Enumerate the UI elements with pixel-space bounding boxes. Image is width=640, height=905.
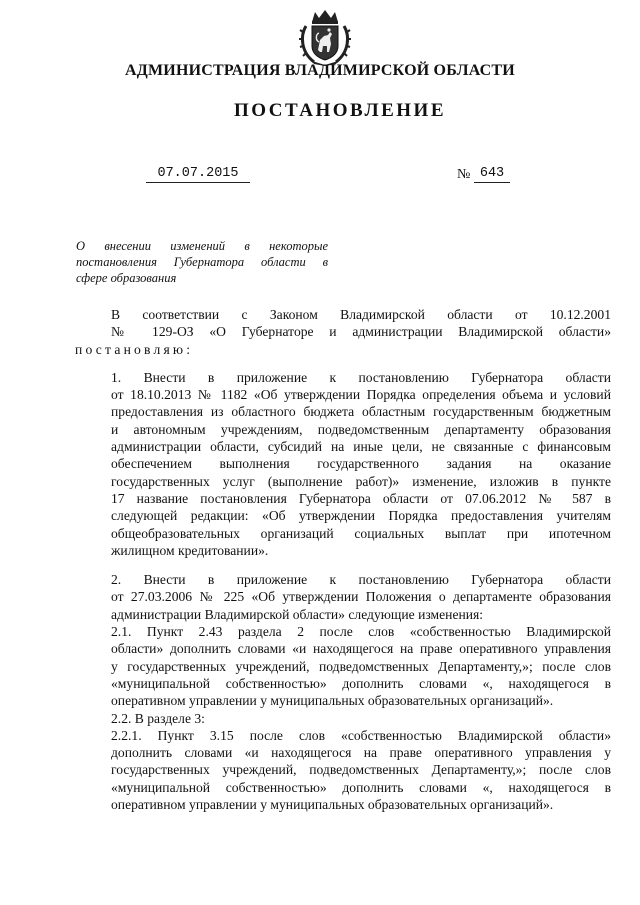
text-line: области» дополнить словами «и находящегося на праве оперативного управления xyxy=(111,641,611,657)
text-line: 2. Внести в приложение к постановлению Губернатора области xyxy=(111,572,611,588)
text-line: общеобразовательных организаций социальных выплат при ипотечном xyxy=(111,525,611,541)
text-line: государственных услуг (выполнение работ)» изменение, изложив в пункте xyxy=(111,473,611,489)
coat-of-arms-icon xyxy=(298,8,352,66)
text-line: 2.2.1. Пункт 3.15 после слов «собственностью Владимирской области» xyxy=(111,727,611,743)
organization-title: АДМИНИСТРАЦИЯ ВЛАДИМИРСКОЙ ОБЛАСТИ xyxy=(125,62,515,79)
text-line: В соответствии с Законом Владимирской области от 10.12.2001 xyxy=(111,307,611,322)
resolution-word: постановляю: xyxy=(75,341,194,357)
text-line: дополнить словами «и находящегося на праве оперативного управления у xyxy=(111,745,611,761)
text-line: у государственных учреждений, подведомственных Департаменту,»; после слов xyxy=(111,658,611,674)
document-date: 07.07.2015 xyxy=(146,166,250,183)
text-line: оперативном управлении у муниципальных образовательных организаций». xyxy=(111,693,554,709)
text-line: государственных учреждений, подведомственных Департаменту,»; после слов xyxy=(111,762,611,778)
document-body xyxy=(75,306,611,813)
text-line: от 27.03.2006 № 225 «Об утверждении Положения о департаменте образования xyxy=(111,589,611,605)
text-line: 2.1. Пункт 2.43 раздела 2 после слов «собственностью Владимирской xyxy=(111,624,611,640)
text-line: и автономным учреждениям, подведомственным департаменту образования xyxy=(111,421,611,437)
paragraph-2-1 xyxy=(75,623,611,709)
text-line: «муниципальной собственностью» дополнить словами «, находящегося в xyxy=(111,779,611,795)
text-line: 1. Внести в приложение к постановлению Губернатора области xyxy=(111,369,611,385)
text-line: администрации Владимирской области» следующие изменения: xyxy=(111,606,484,622)
document-type-title: ПОСТАНОВЛЕНИЕ xyxy=(233,100,447,121)
text-line: администрации области, субсидий на иные цели, не связанные с финансовым xyxy=(111,439,611,455)
text-line: обеспечением выполнения государственного задания на оказание xyxy=(111,456,611,472)
document-number-label: № xyxy=(457,167,471,182)
paragraph-2-2-1 xyxy=(75,727,611,813)
text-line: оперативном управлении у муниципальных образовательных организаций». xyxy=(111,797,554,813)
text-line: № 129-ОЗ «О Губернаторе и администрации Владимирской области» xyxy=(111,324,611,340)
paragraph-2 xyxy=(75,571,611,623)
text-line: от 18.10.2013 № 1182 «Об утверждении Порядка определения объема и условий xyxy=(111,387,611,403)
paragraph-1 xyxy=(75,369,611,559)
text-line: «муниципальной собственностью» дополнить словами «, находящегося в xyxy=(111,675,611,691)
intro-paragraph xyxy=(75,306,611,358)
subject-line: О внесении изменений в некоторые xyxy=(76,239,328,253)
document-subject xyxy=(76,238,328,286)
text-line: следующей редакции: «Об утверждении Порядка предоставления учителям xyxy=(111,508,611,524)
text-line: 2.2. В разделе 3: xyxy=(111,710,205,726)
subject-line: сфере образования xyxy=(76,271,177,285)
paragraph-2-2 xyxy=(75,710,611,727)
text-line: жилищном кредитовании». xyxy=(111,542,269,558)
document-number: 643 xyxy=(474,166,510,183)
subject-line: постановления Губернатора области в xyxy=(76,255,328,269)
text-line: 17 название постановления Губернатора области от 07.06.2012 № 587 в xyxy=(111,490,611,506)
text-line: предоставления из областного бюджета областным государственным бюджетным xyxy=(111,404,611,420)
